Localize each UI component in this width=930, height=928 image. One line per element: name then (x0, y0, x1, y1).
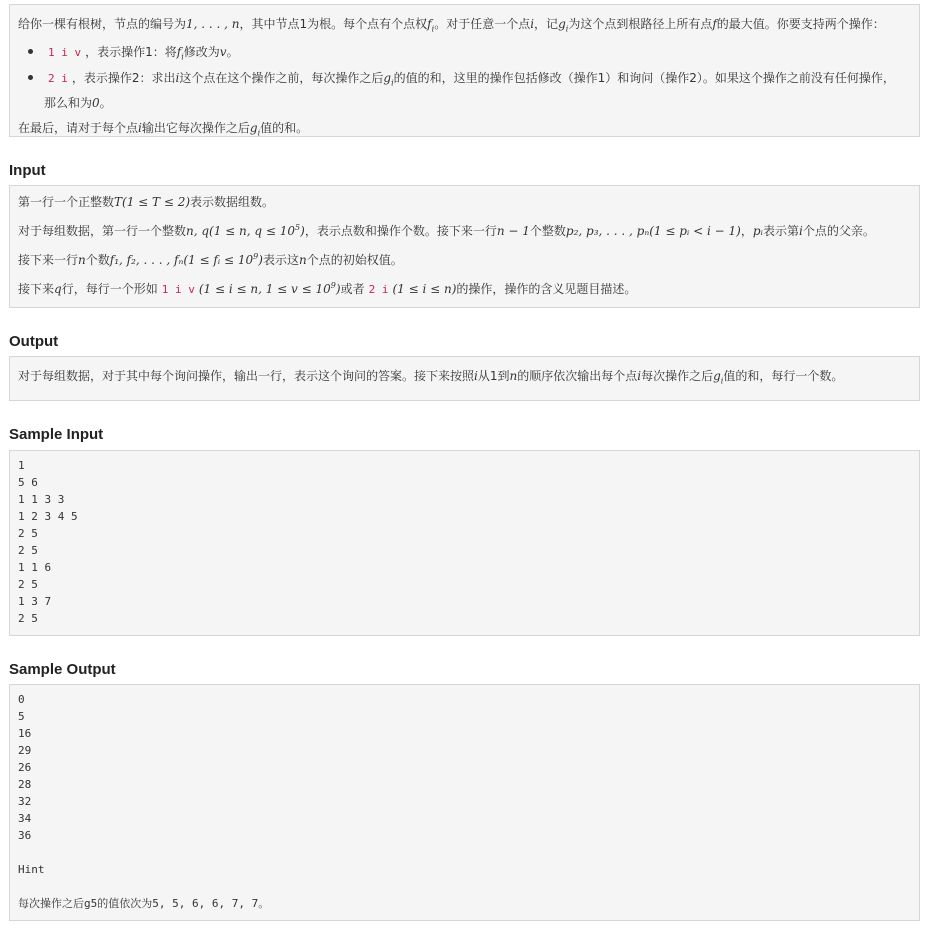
sample-input-box (9, 450, 920, 636)
sample-input-heading: Sample Input (9, 426, 104, 443)
output-box (9, 356, 920, 401)
operation-1-item: 1 i v ，表示操作1：将$f_i$修改为v。 (44, 42, 911, 67)
sample-input-text: 1 5 6 1 1 3 3 1 2 3 4 5 2 5 2 5 1 1 6 2 5 1 3 7 2 5 (18, 459, 78, 625)
sample-output-text: 0 5 16 29 26 28 32 34 36 Hint 每次操作之后g5的值依次为5, 5, 6, 6, 7, 7。 (18, 693, 270, 910)
input-line-2: 对于每组数据，第一行一个整数n, q(1 ≤ n, $q \le 10^5$)，表示点数和操作个数。接下来一行n − 1个整数p₂, p₃, . . . , pₙ(1 ≤ pᵢ < i − 1)，pᵢ表示第i个点的父亲。 (18, 223, 875, 238)
output-line-1: 对于每组数据，对于其中每个询问操作，输出一行，表示这个询问的答案。接下来按照i从1到n的顺序依次输出每个点i每次操作之后$g_i$值的和，每行一个数。 (18, 369, 844, 386)
input-box (9, 185, 920, 308)
operation-list (18, 42, 911, 113)
description-intro: 给你一棵有根树，节点的编号为1, . . . , n，其中节点1为根。每个点有个点权$f_i$。对于任意一个点i，记$g_i$为这个点到根路径上所有点f的最大值。你要支持两个操作： (18, 17, 885, 34)
input-heading: Input (9, 162, 46, 179)
operation-2-item: 2 i ，表示操作2：求出i这个点在这个操作之前，每次操作之后$g_i$的值的和，这里的操作包括修改（操作1）和询问（操作2）。如果这个操作之前没有任何操作， 那么和为0。 (44, 68, 911, 113)
sample-output-heading: Sample Output (9, 661, 116, 678)
problem-description (9, 4, 920, 137)
input-line-1: 第一行一个正整数T(1 ≤ T ≤ 2)表示数据组数。 (18, 195, 275, 209)
output-heading: Output (9, 333, 59, 350)
description-final: 在最后，请对于每个点i输出它每次操作之后$g_i$值的和。 (18, 121, 309, 138)
sample-output-box (9, 684, 920, 921)
input-line-3: 接下来一行n个数f₁, f₂, . . . , fₙ(1 ≤ fᵢ ≤ $10^9$)表示这n个点的初始权值。 (18, 252, 403, 267)
input-line-4: 接下来q行，每行一个形如 1 i v (1 ≤ i ≤ n, $1 \le v \le 10^9$)或者 2 i (1 ≤ i ≤ n)的操作，操作的含义见题目描述。 (18, 281, 637, 296)
